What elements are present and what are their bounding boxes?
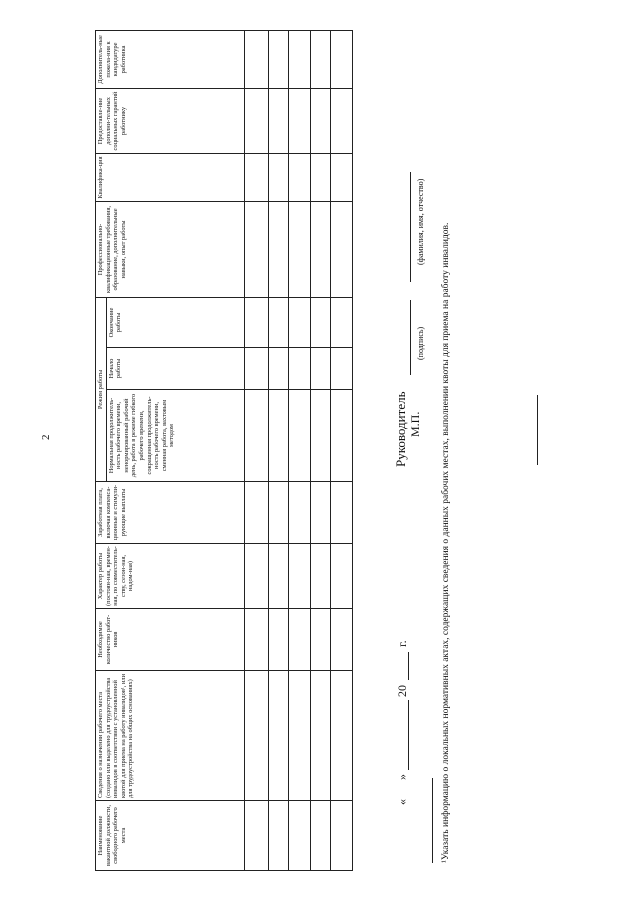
table-cell[interactable]: [330, 671, 352, 801]
date-year-prefix: 20: [395, 685, 409, 697]
table-cell[interactable]: [288, 88, 310, 153]
table-cell[interactable]: [244, 671, 268, 801]
table-cell[interactable]: [288, 671, 310, 801]
table-cell[interactable]: [268, 482, 288, 544]
header-workplace-purpose: Сведения о назначении рабочего места (создано или выделено для трудоустройства инвалидов в соответствии с установленной квотой для приема на работу инвалидов¹, или для трудоустройства на общих основаниях): [96, 671, 245, 801]
table-cell[interactable]: [244, 609, 268, 671]
vacancy-table: [95, 30, 353, 871]
table-cell[interactable]: [310, 801, 330, 871]
table-cell[interactable]: [330, 390, 352, 482]
table-cell[interactable]: [244, 390, 268, 482]
table-cell[interactable]: [268, 544, 288, 609]
table-cell[interactable]: [268, 390, 288, 482]
table-cell[interactable]: [268, 201, 288, 297]
table-cell[interactable]: [330, 30, 352, 88]
footnote: ¹Указать информацию о локальных нормативных актах, содержащих сведения о данных рабочих местах, выполнении квоты для приема на работу инвалидов.: [441, 222, 451, 863]
table-cell[interactable]: [330, 297, 352, 347]
table-cell[interactable]: [310, 201, 330, 297]
table-cell[interactable]: [288, 348, 310, 390]
table-cell[interactable]: [288, 201, 310, 297]
header-vacancy-name: Наименование вакантной должности, свободного рабочего места: [96, 801, 245, 871]
date-open-quote: «: [395, 799, 409, 805]
table-cell[interactable]: [330, 88, 352, 153]
table-cell[interactable]: [330, 801, 352, 871]
table-cell[interactable]: [310, 153, 330, 201]
table-cell[interactable]: [288, 390, 310, 482]
table-cell[interactable]: [310, 390, 330, 482]
header-working-hours-type: Нормальная продолжитель-ность рабочего времени, ненормированный рабочий день, работа в режиме гибкого рабочего времени, сокращенная продолжитель-ность рабочего времени, сменная работа, вахтовым методом: [106, 390, 244, 482]
table-row: [288, 30, 310, 870]
table-cell[interactable]: [310, 609, 330, 671]
header-employee-count: Необходимое количество работ-ников: [96, 609, 245, 671]
table-cell[interactable]: [268, 348, 288, 390]
table-cell[interactable]: [268, 671, 288, 801]
header-social-guarantees: Предоставле-ние дополни-тельных социальных гарантий работнику: [96, 88, 245, 153]
header-work-nature: Характер работы (постоян-ная, времен-ная, по совместитель-ству, сезон-ная, надом-ная): [96, 544, 245, 609]
table-row: [268, 30, 288, 870]
seal-label: М.П.: [408, 411, 422, 437]
date-day-month-line[interactable]: [408, 700, 409, 770]
table-cell[interactable]: [330, 348, 352, 390]
table-cell[interactable]: [310, 348, 330, 390]
decorative-rule: [537, 395, 538, 465]
table-cell[interactable]: [330, 153, 352, 201]
table-cell[interactable]: [310, 297, 330, 347]
signature-caption: (подпись): [416, 326, 425, 360]
header-work-schedule: Режим работы: [96, 297, 107, 481]
table-cell[interactable]: [244, 30, 268, 88]
table-cell[interactable]: [268, 88, 288, 153]
table-cell[interactable]: [310, 30, 330, 88]
table-cell[interactable]: [244, 88, 268, 153]
header-start-time: Начало работы: [106, 348, 244, 390]
table-cell[interactable]: [288, 544, 310, 609]
table-cell[interactable]: [268, 297, 288, 347]
header-requirements: Профессионально-квалификационные требования, образование, дополнительные навыки, опыт работы: [96, 201, 245, 297]
head-label: Руководитель: [393, 391, 408, 467]
date-year-suffix: г.: [395, 640, 409, 647]
table-cell[interactable]: [288, 297, 310, 347]
full-name-line[interactable]: [410, 172, 411, 282]
table-cell[interactable]: [244, 201, 268, 297]
header-salary: Заработная плата, включая компенса-ционные и стимули-рующие выплаты: [96, 482, 245, 544]
header-end-time: Окончание работы: [106, 297, 244, 347]
table-cell[interactable]: [310, 671, 330, 801]
table-cell[interactable]: [244, 153, 268, 201]
date-year-line[interactable]: [408, 652, 409, 680]
table-row: [310, 30, 330, 870]
table-cell[interactable]: [244, 544, 268, 609]
table-cell[interactable]: [288, 801, 310, 871]
footnote-separator: [432, 778, 433, 863]
table-cell[interactable]: [268, 801, 288, 871]
table-cell[interactable]: [310, 544, 330, 609]
table-cell[interactable]: [268, 609, 288, 671]
signature-line[interactable]: [410, 300, 411, 375]
page-number: 2: [40, 434, 52, 440]
table-cell[interactable]: [310, 482, 330, 544]
date-close-quote: »: [395, 774, 409, 780]
table-cell[interactable]: [244, 482, 268, 544]
table-cell[interactable]: [330, 544, 352, 609]
header-qualification: Квалифика-ция: [96, 153, 245, 201]
table-cell[interactable]: [244, 801, 268, 871]
table-cell[interactable]: [268, 30, 288, 88]
table-row: [244, 30, 268, 870]
table-cell[interactable]: [288, 30, 310, 88]
table-cell[interactable]: [244, 348, 268, 390]
header-candidate-wishes: Дополнитель-ные пожела-ния к кандидатуре работника: [96, 30, 245, 88]
table-row: [330, 30, 352, 870]
table-cell[interactable]: [330, 609, 352, 671]
full-name-caption: (фамилия, имя, отчество): [416, 178, 425, 265]
table-cell[interactable]: [310, 88, 330, 153]
table-cell[interactable]: [330, 482, 352, 544]
table-cell[interactable]: [330, 201, 352, 297]
table-cell[interactable]: [244, 297, 268, 347]
table-cell[interactable]: [288, 609, 310, 671]
table-cell[interactable]: [268, 153, 288, 201]
table-cell[interactable]: [288, 482, 310, 544]
table-cell[interactable]: [288, 153, 310, 201]
